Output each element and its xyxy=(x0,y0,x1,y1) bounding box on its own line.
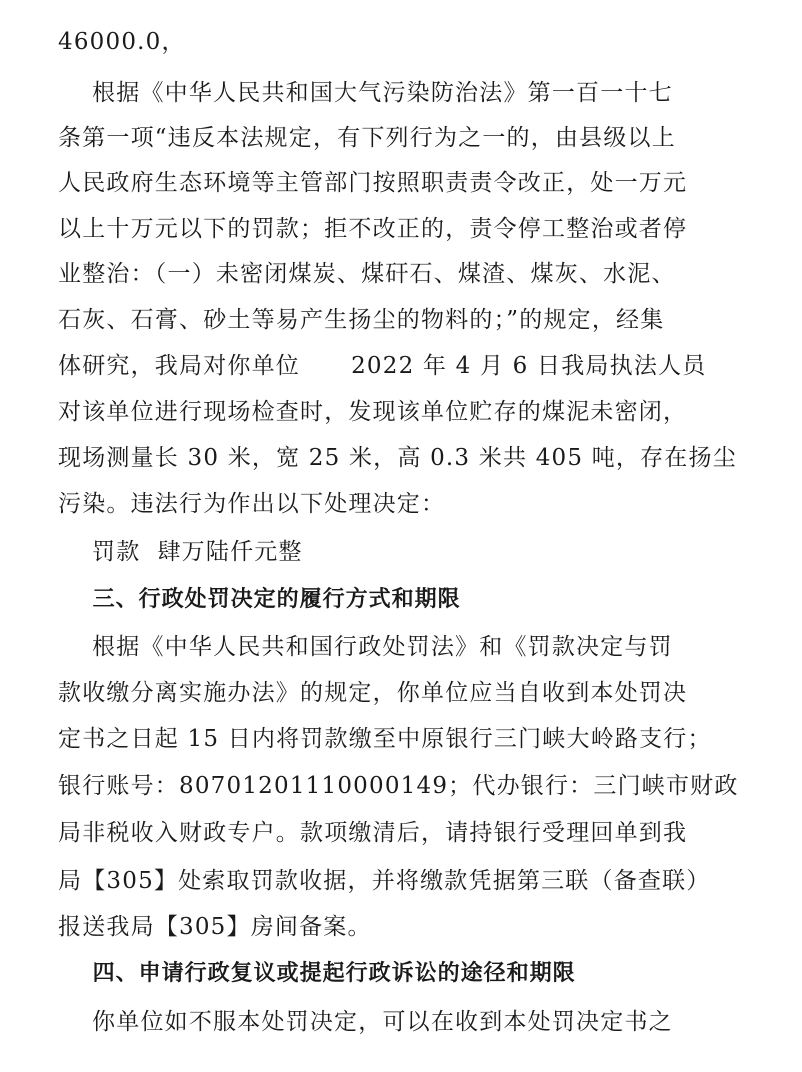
text-line: 局【305】处索取罚款收据，并将缴款凭据第三联（备查联） xyxy=(58,868,711,894)
text-line: 银行账号：80701201110000149；代办银行：三门峡市财政 xyxy=(58,773,739,799)
text-line: 局非税收入财政专户。款项缴清后，请持银行受理回单到我 xyxy=(58,820,688,846)
text-line: 罚款 肆万陆仟元整 xyxy=(58,539,303,565)
section-heading: 三、行政处罚决定的履行方式和期限 xyxy=(58,587,461,612)
text-line: 你单位如不服本处罚决定，可以在收到本处罚决定书之 xyxy=(58,1009,673,1035)
text-line: 款收缴分离实施办法》的规定，你单位应当自收到本处罚决 xyxy=(58,680,688,706)
section-heading: 四、申请行政复议或提起行政诉讼的途径和期限 xyxy=(58,961,576,986)
text-line: 46000.0， xyxy=(58,29,186,55)
text-line: 业整治：（一）未密闭煤炭、煤矸石、煤渣、煤灰、水泥、 xyxy=(58,261,676,287)
text-line: 对该单位进行现场检查时，发现该单位贮存的煤泥未密闭， xyxy=(58,399,688,425)
text-line: 根据《中华人民共和国大气污染防治法》第一百一十七 xyxy=(58,80,673,106)
text-line: 定书之日起 15 日内将罚款缴至中原银行三门峡大岭路支行； xyxy=(58,726,712,752)
text-line: 体研究，我局对你单位 2022 年 4 月 6 日我局执法人员 xyxy=(58,353,707,379)
text-line: 石灰、石膏、砂土等易产生扬尘的物料的；”的规定，经集 xyxy=(58,307,665,333)
text-line: 以上十万元以下的罚款；拒不改正的，责令停工整治或者停 xyxy=(58,216,688,242)
text-line: 报送我局【305】房间备案。 xyxy=(58,914,372,940)
text-line: 现场测量长 30 米，宽 25 米，高 0.3 米共 405 吨，存在扬尘 xyxy=(58,445,737,471)
text-line: 根据《中华人民共和国行政处罚法》和《罚款决定与罚 xyxy=(58,634,673,660)
text-line: 污染。违法行为作出以下处理决定： xyxy=(58,491,446,517)
text-line: 条第一项“违反本法规定，有下列行为之一的，由县级以上 xyxy=(58,125,676,151)
text-line: 人民政府生态环境等主管部门按照职责责令改正，处一万元 xyxy=(58,170,688,196)
